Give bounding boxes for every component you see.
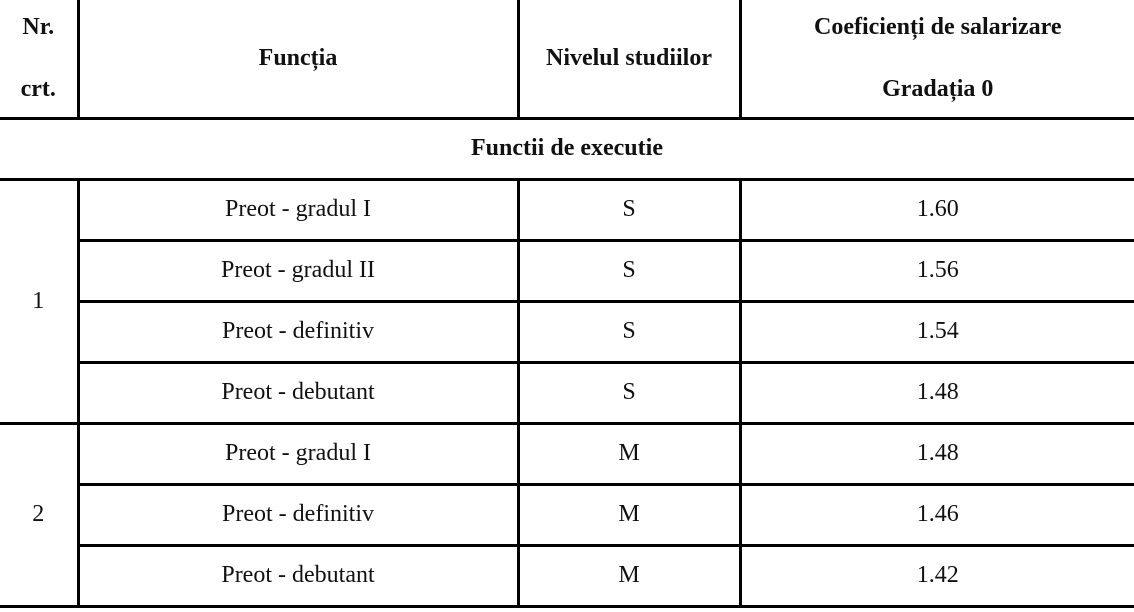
coefficient-cell: 1.42 (740, 545, 1134, 606)
header-study-level: Nivelul studiilor (518, 0, 740, 118)
function-cell: Preot - debutant (78, 362, 518, 423)
header-nr-crt (0, 0, 78, 118)
header-coef-line2: Gradația 0 (882, 75, 994, 102)
study-level-cell: S (518, 179, 740, 240)
section-row (0, 118, 1134, 179)
function-cell: Preot - debutant (78, 545, 518, 606)
coefficient-cell: 1.46 (740, 484, 1134, 545)
table-row (0, 240, 1134, 301)
function-cell: Preot - gradul II (78, 240, 518, 301)
coefficient-cell: 1.48 (740, 423, 1134, 484)
study-level-cell: S (518, 301, 740, 362)
header-nr-line2: crt. (20, 75, 56, 102)
header-function: Funcția (78, 0, 518, 118)
table-row (0, 301, 1134, 362)
study-level-cell: M (518, 545, 740, 606)
table-row (0, 179, 1134, 240)
table-row (0, 423, 1134, 484)
function-cell: Preot - definitiv (78, 484, 518, 545)
section-title: Functii de executie (0, 118, 1134, 179)
function-cell: Preot - definitiv (78, 301, 518, 362)
table-row (0, 545, 1134, 606)
row-number-cell: 1 (0, 179, 78, 423)
coefficient-cell: 1.60 (740, 179, 1134, 240)
study-level-cell: S (518, 362, 740, 423)
study-level-cell: M (518, 423, 740, 484)
row-number-cell: 2 (0, 423, 78, 606)
header-row (0, 0, 1134, 118)
coefficient-cell: 1.56 (740, 240, 1134, 301)
coefficient-cell: 1.48 (740, 362, 1134, 423)
table-row (0, 484, 1134, 545)
study-level-cell: S (518, 240, 740, 301)
coefficient-cell: 1.54 (740, 301, 1134, 362)
table-row (0, 362, 1134, 423)
header-coef-line1: Coeficienți de salarizare (814, 14, 1062, 40)
function-cell: Preot - gradul I (78, 179, 518, 240)
function-cell: Preot - gradul I (78, 423, 518, 484)
study-level-cell: M (518, 484, 740, 545)
header-coefficient (740, 0, 1134, 118)
header-nr-line1: Nr. (22, 14, 55, 40)
